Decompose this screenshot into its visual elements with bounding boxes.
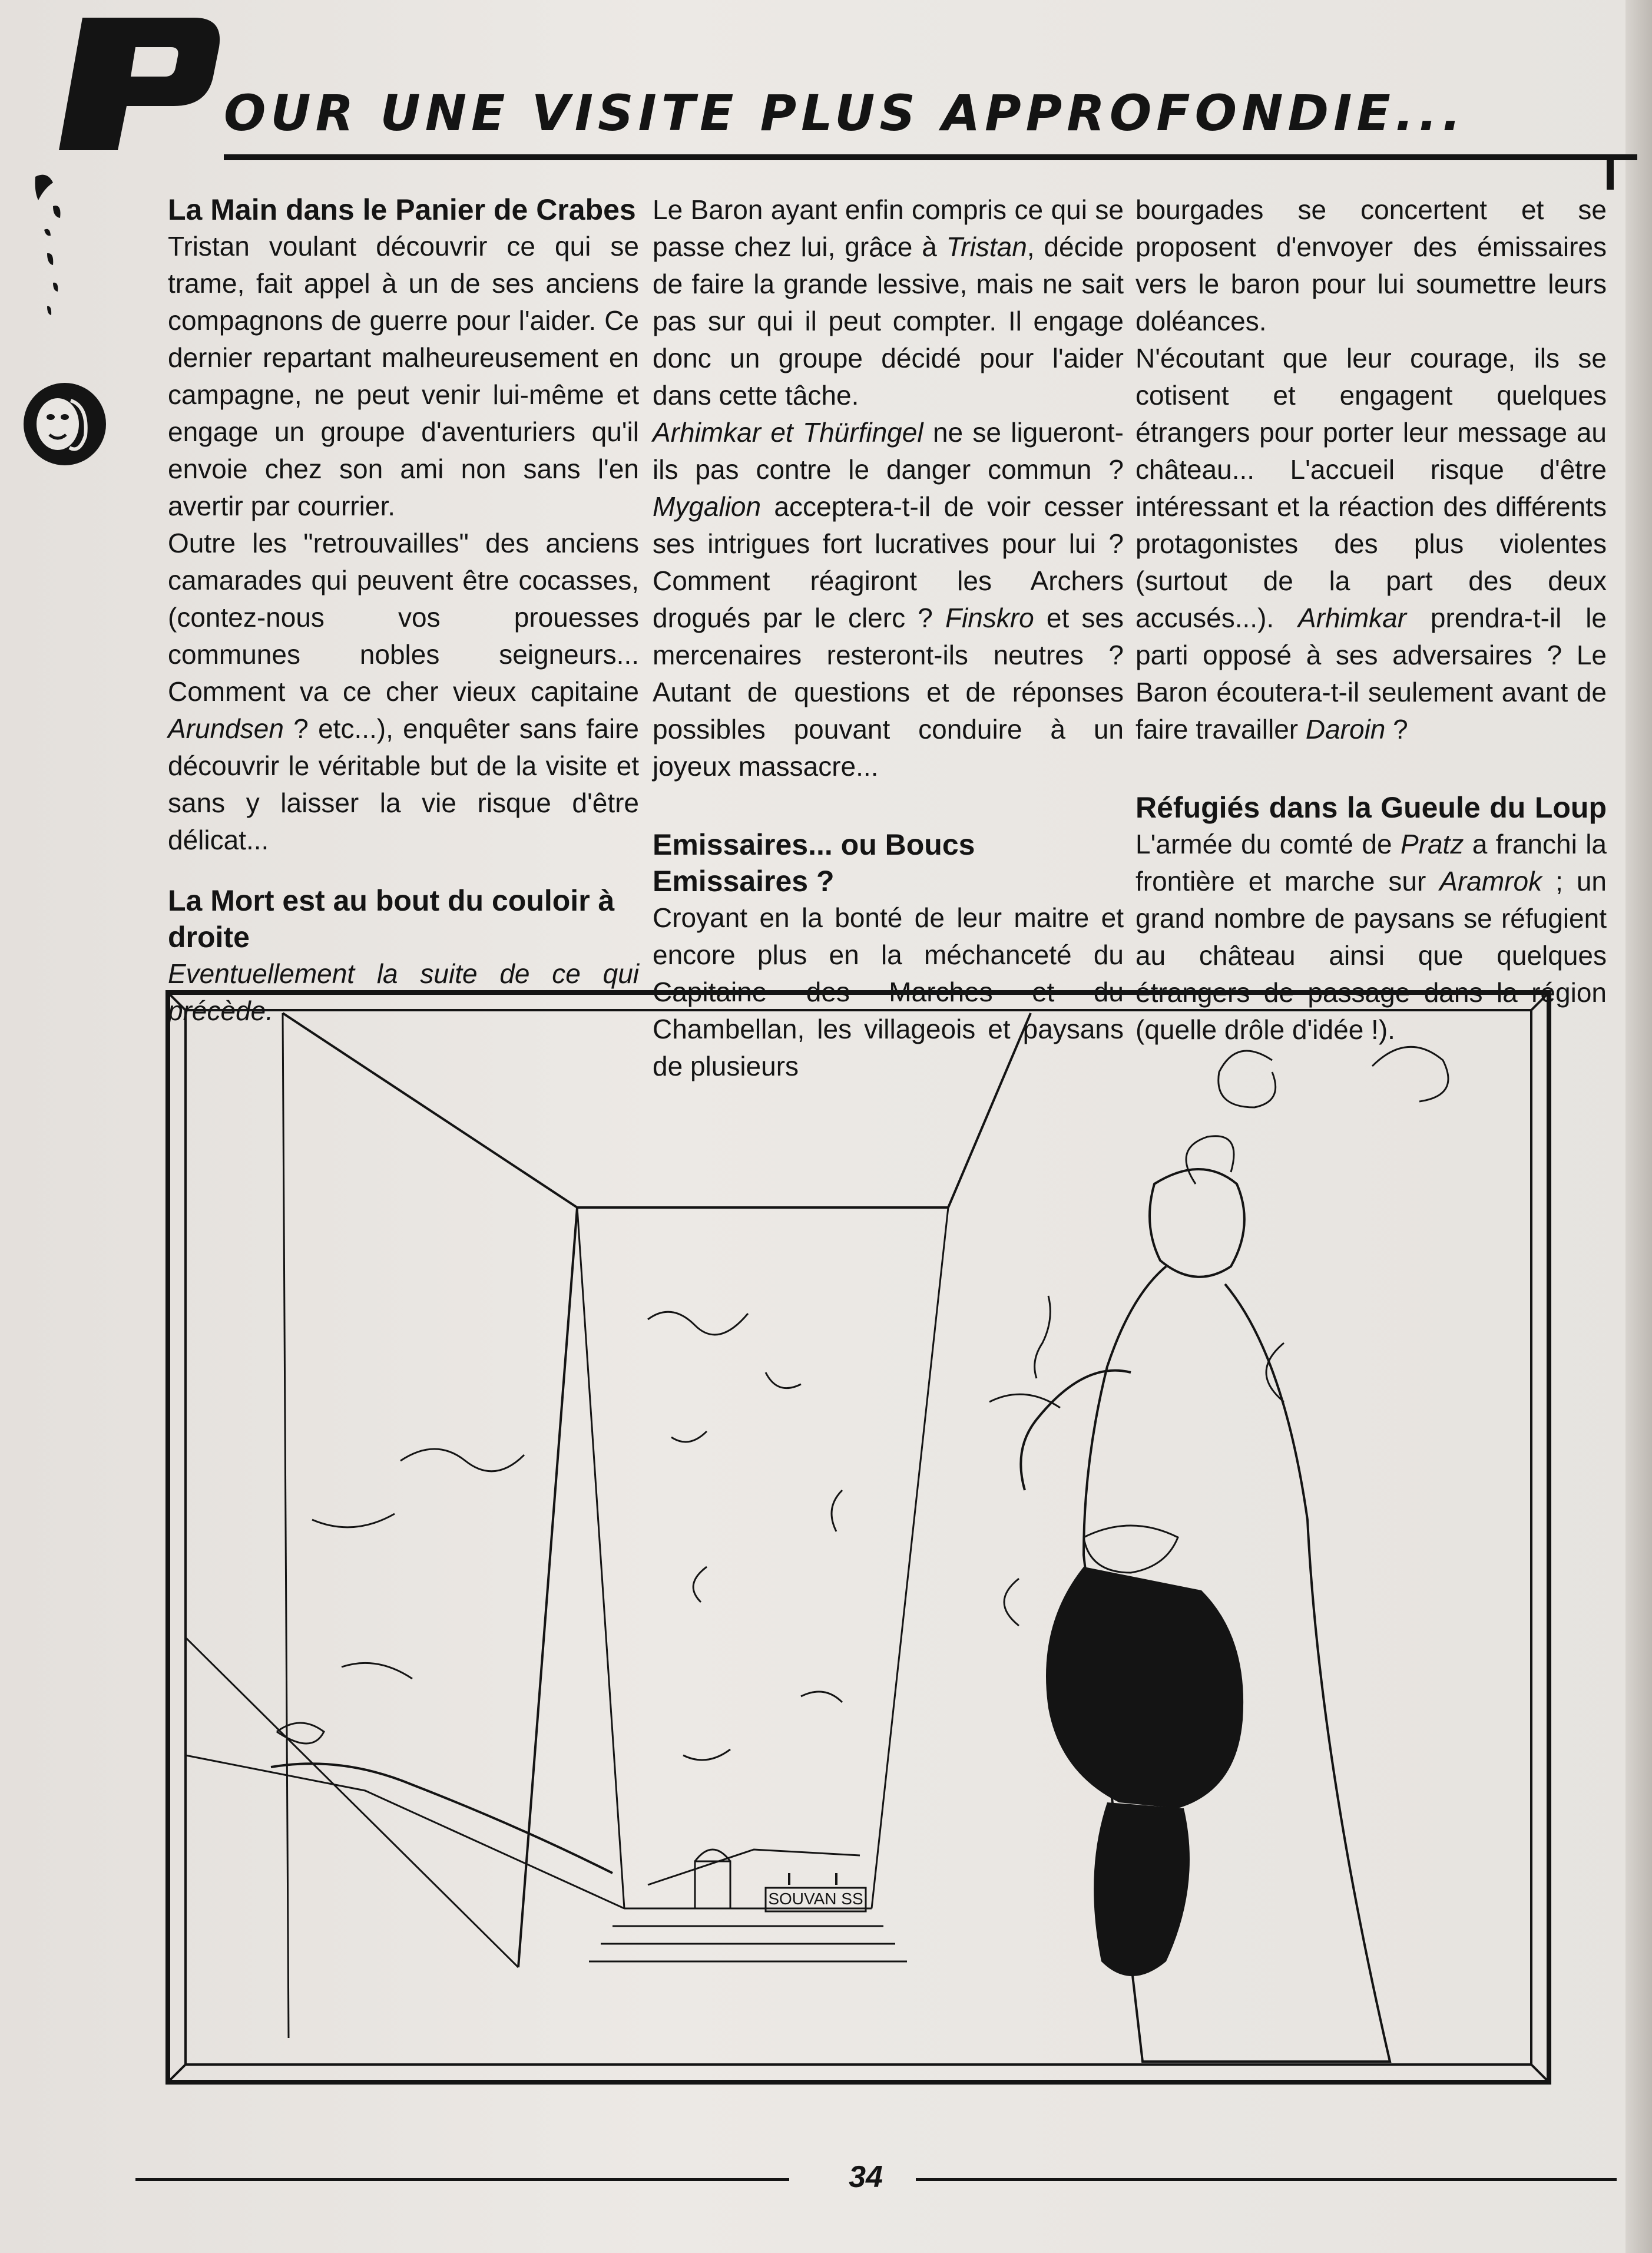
comedy-tragedy-mask-icon (12, 165, 118, 483)
paragraph: Le Baron ayant enfin compris ce qui se passe chez lui, grâce à Tristan, décide de faire la grande lessive, mais ne sait pas sur qui il peut compter. Il engage donc un groupe décidé pour l'aider dans cette tâche. (653, 194, 1124, 411)
footer-rule-left (135, 2178, 789, 2181)
column-2 (653, 191, 1124, 1085)
title-rule (224, 154, 1637, 160)
crypt-illustration (165, 990, 1552, 2085)
page-edge-shadow (1625, 0, 1652, 2253)
section-heading-refugies: Réfugiés dans la Gueule du Loup (1135, 791, 1607, 825)
footer-rule-right (916, 2178, 1617, 2181)
section-heading-main-panier: La Main dans le Panier de Crabes (168, 193, 636, 226)
article-title: OUR UNE VISITE PLUS APPROFONDIE... (224, 84, 1466, 142)
section-heading-emissaires: Emissaires... ou Boucs Emissaires ? (653, 828, 975, 898)
column-1 (168, 191, 639, 1030)
paragraph: L'armée du comté de Pratz a franchi la frontière et marche sur Aramrok ; un grand nombre de paysans se réfugient au château ainsi que quelques étrangers de passage dans la région (quelle drôle d'idée !). (1135, 829, 1607, 1046)
paragraph: Eventuellement la suite de ce qui précède. (168, 958, 639, 1027)
tomb-plaque-text: SOUVAN SS (768, 1890, 863, 1908)
dropcap-letter (47, 6, 224, 153)
title-rule-tick (1607, 154, 1614, 190)
paragraph: Tristan voulant découvrir ce qui se trame, fait appel à un de ses anciens compagnons de guerre pour l'aider. Ce dernier repartant malheureusement en campagne, ne peut venir lui-même et engage un groupe d'aventuriers qu'il envoie chez son ami non sans l'en avertir par courrier. (168, 231, 639, 522)
section-heading-mort-couloir: La Mort est au bout du couloir à droite (168, 884, 615, 954)
column-3 (1135, 191, 1607, 1048)
paragraph: Croyant en la bonté de leur maitre et encore plus en la méchanceté du Capitaine des Marches et du Chambellan, les villageois et paysans de plusieurs (653, 902, 1124, 1082)
paragraph: bourgades se concertent et se proposent d'envoyer des émissaires vers le baron pour lui soumettre leurs doléances. (1135, 194, 1607, 337)
paragraph: N'écoutant que leur courage, ils se cotisent et engagent quelques étrangers pour porter leur message au château... L'accueil risque d'être intéressant et la réaction des différents protagonistes des plus violentes (surtout de la part des deux accusés...). Arhimkar prendra-t-il le parti opposé à ses adversaires ? Le Baron écoutera-t-il seulement avant de faire travailler Daroin ? (1135, 343, 1607, 745)
page-number: 34 (849, 2160, 883, 2194)
paragraph: Arhimkar et Thürfingel ne se ligueront-ils pas contre le danger commun ? Mygalion acceptera-t-il de voir cesser ses intrigues fort lucratives pour lui ? Comment réagiront les Archers drogués par le clerc ? Finskro et ses mercenaires resteront-ils neutres ? Autant de questions et de réponses possibles pouvant conduire à un joyeux massacre... (653, 417, 1124, 782)
paragraph: Outre les "retrouvailles" des anciens camarades qui peuvent être cocasses, (contez-nous vos prouesses communes nobles seigneurs... Comment va ce cher vieux capitaine Arundsen ? etc...), enquêter sans faire découvrir le véritable but de la visite et sans y laisser la vie risque d'être délicat... (168, 528, 639, 856)
